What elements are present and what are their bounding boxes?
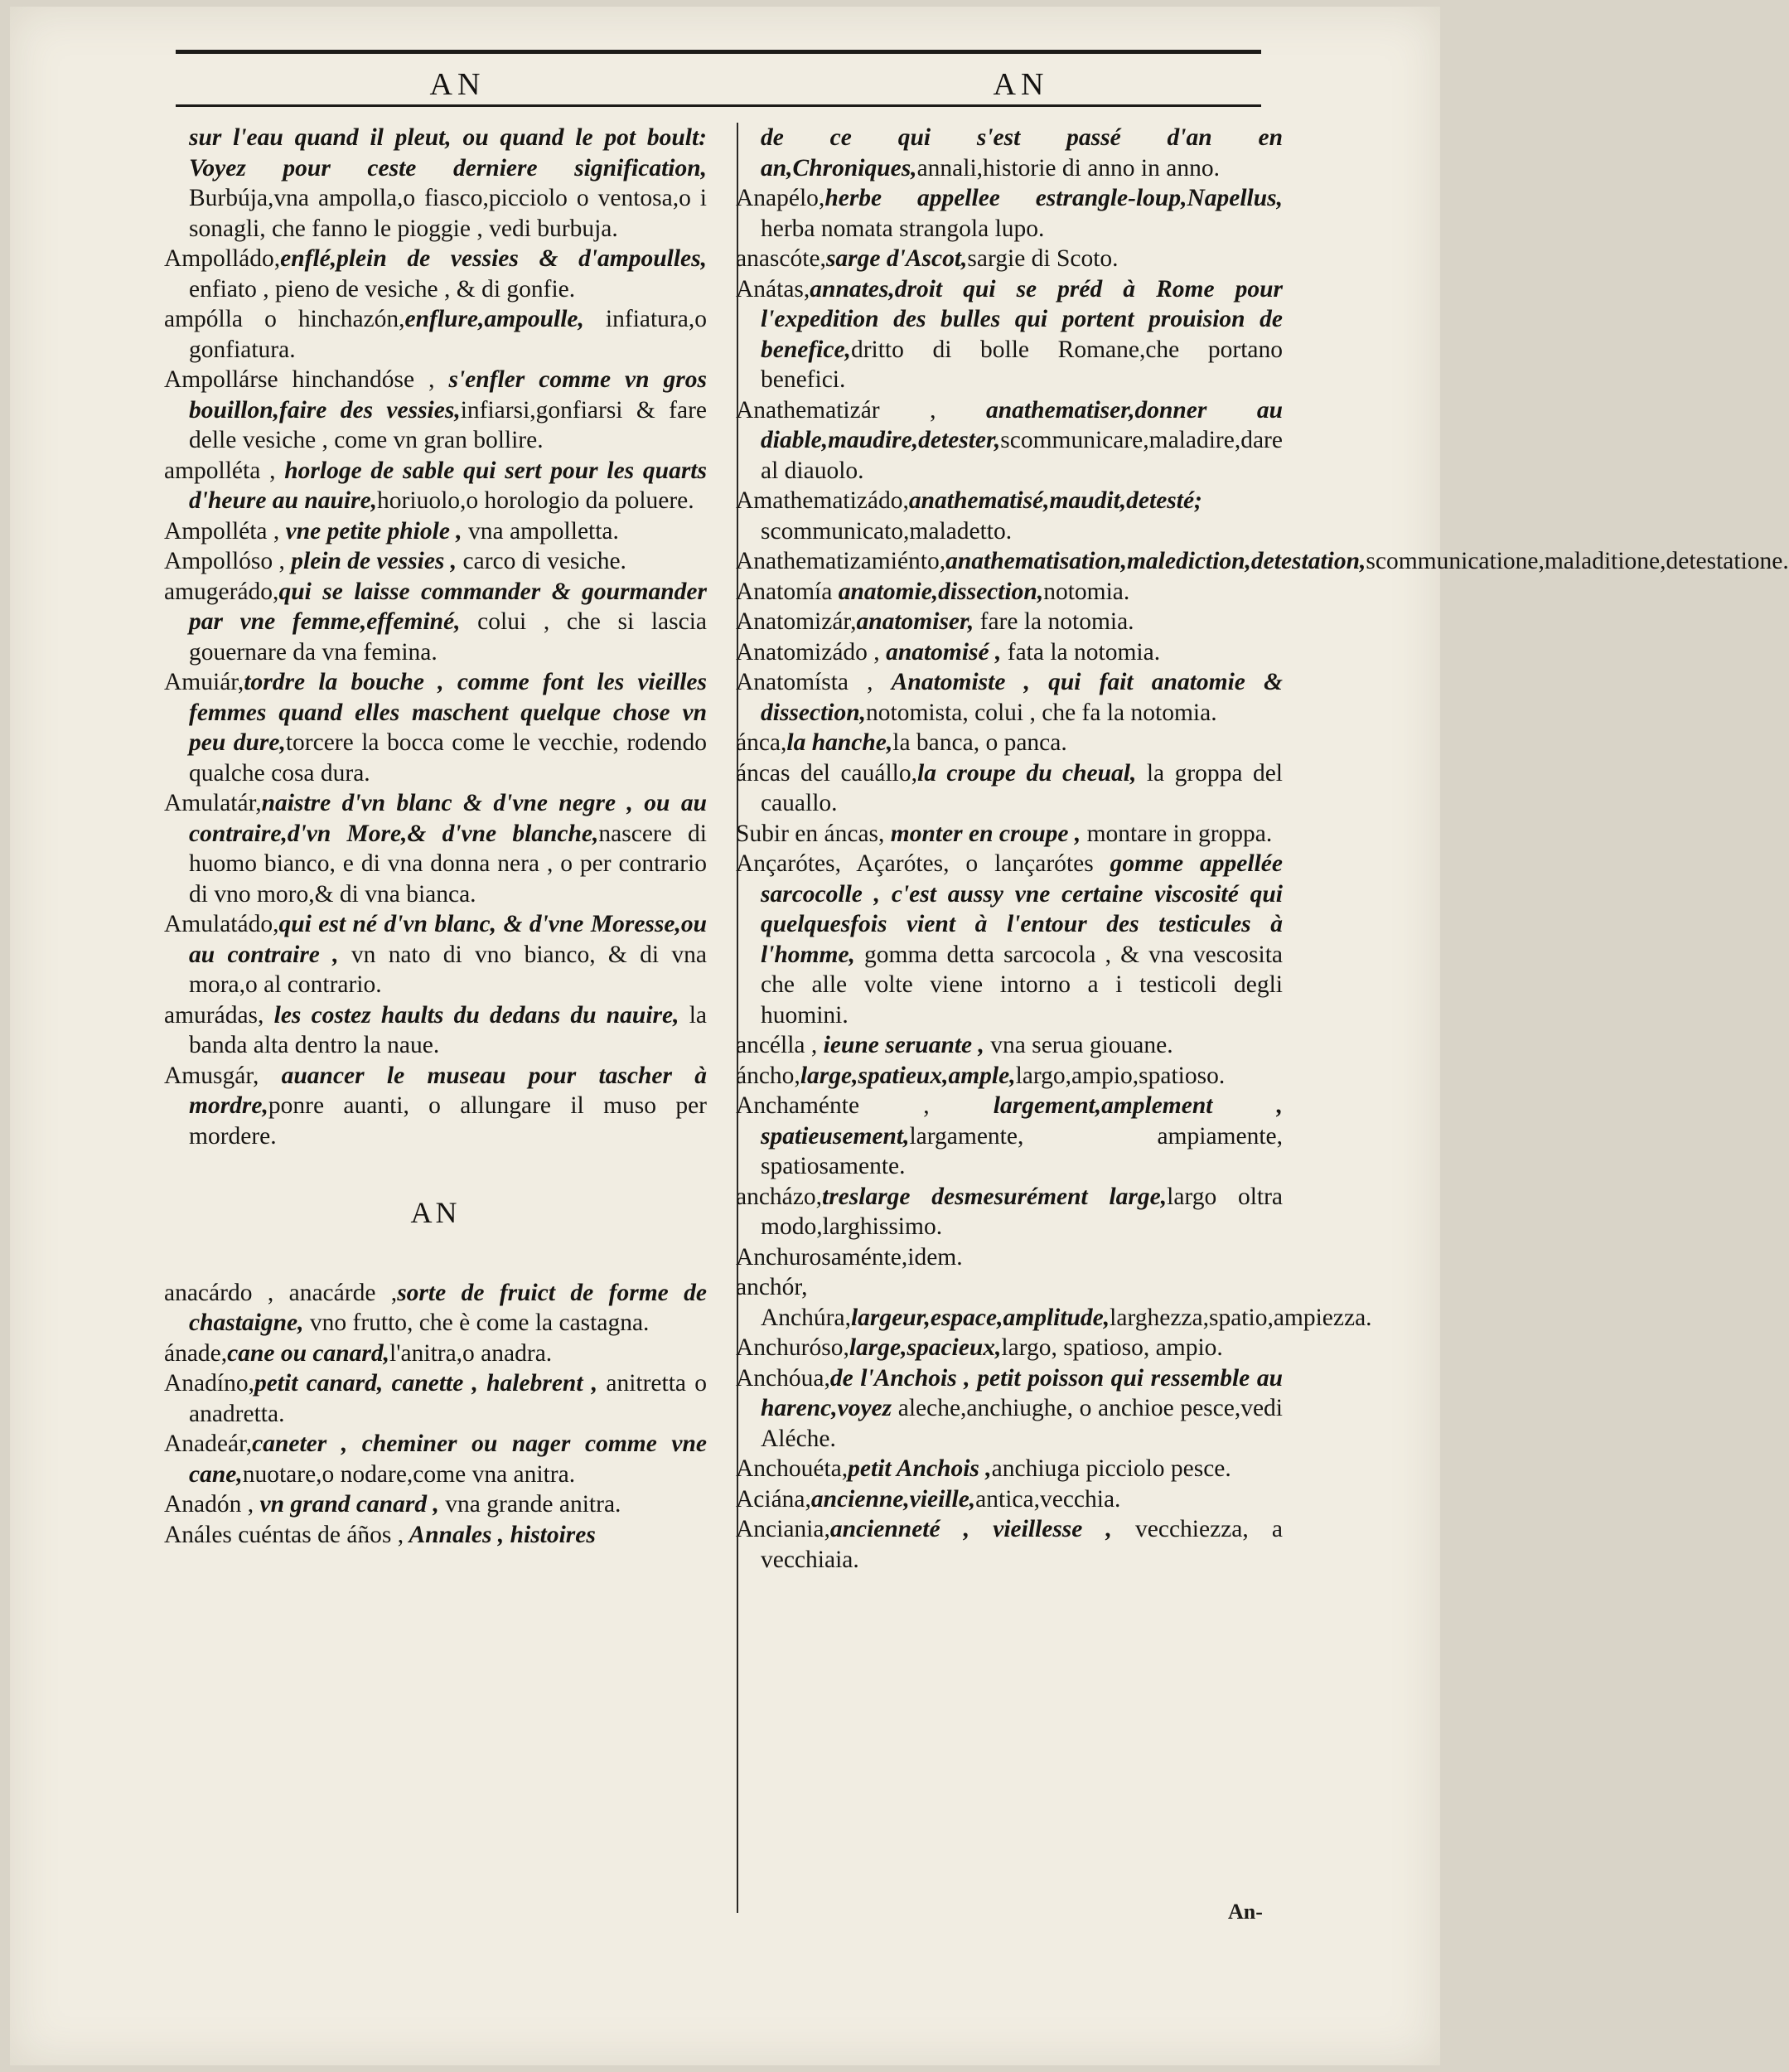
- entry-italian: notomia.: [1043, 578, 1130, 605]
- section-heading: AN: [410, 1196, 461, 1229]
- entry-italian: fare la notomia.: [974, 608, 1134, 635]
- dictionary-entry: [164, 1000, 707, 1061]
- running-head-right: AN: [993, 67, 1049, 102]
- entry-headword: Ampolléta ,: [164, 517, 280, 545]
- dictionary-entry: [736, 244, 1283, 274]
- entry-headword: Anatomizádo ,: [736, 638, 887, 666]
- entry-italian: sargie di Scoto.: [967, 245, 1119, 272]
- entry-italian: aleche,anchiughe, o anchioe pesce,vedi Aléche.: [761, 1395, 1283, 1452]
- entry-headword: Aciána,: [736, 1485, 811, 1513]
- dictionary-entry: [164, 1061, 707, 1152]
- entry-french: sarge d'Ascot,: [825, 245, 968, 272]
- entry-headword: Anatomizár,: [736, 608, 857, 635]
- left-entries-after: [164, 1278, 707, 1551]
- entry-italian: scommunicatione,maladitione,detestatione.: [1366, 548, 1789, 574]
- entry-headword: Anátas,: [736, 275, 810, 303]
- entry-headword: Anathematizamiénto,: [736, 548, 946, 574]
- entry-italian: infiarsi,gonfiarsi & fare delle vesiche , come vn gran bollire.: [189, 396, 707, 453]
- dictionary-entry: [164, 304, 707, 365]
- entry-italian: infiatura,o gonfiatura.: [189, 306, 707, 363]
- dictionary-entry: [164, 123, 707, 244]
- entry-headword: amurádas,: [164, 1001, 274, 1029]
- dictionary-entry: [736, 1454, 1283, 1484]
- dictionary-entry: [164, 1520, 707, 1551]
- entry-headword: Anapélo,: [736, 185, 825, 211]
- entry-headword: Anchaménte ,: [736, 1092, 994, 1119]
- entry-italian: horiuolo,o horologio da poluere.: [377, 487, 694, 514]
- entry-headword: Amuiár,: [164, 669, 244, 695]
- entry-italian: vna serua giouane.: [984, 1032, 1173, 1058]
- entry-italian: vna grande anitra.: [438, 1491, 621, 1518]
- dictionary-entry: [736, 1363, 1283, 1455]
- entry-french: monter en croupe ,: [890, 820, 1081, 847]
- dictionary-entry: [736, 637, 1283, 668]
- entry-italian: l'anitra,o anadra.: [389, 1339, 553, 1367]
- entry-headword: áncho,: [736, 1062, 800, 1089]
- entry-french: qui se laisse commander & gourmander par vne femme,effeminé,: [189, 578, 707, 635]
- dictionary-entry: [736, 1484, 1283, 1515]
- entry-italian: anitretta o anadretta.: [189, 1370, 707, 1427]
- entry-french: de l'Anchois , petit poisson qui ressemble au harenc,voyez: [761, 1364, 1283, 1421]
- entry-italian: largo, spatioso, ampio.: [1001, 1334, 1223, 1361]
- entry-italian: notomista, colui , che fa la notomia.: [866, 699, 1217, 726]
- entry-french: anathematisé,maudit,detesté;: [908, 487, 1202, 514]
- dictionary-entry: [736, 274, 1283, 395]
- entry-french: large,spacieux,: [849, 1334, 1002, 1361]
- dictionary-entry: [736, 758, 1283, 819]
- entry-french: ieune seruante ,: [823, 1032, 984, 1058]
- dictionary-entry: [164, 788, 707, 909]
- dictionary-entry: [736, 1182, 1283, 1242]
- entry-french: la croupe du cheual,: [917, 759, 1137, 787]
- entry-headword: ancélla ,: [736, 1032, 824, 1058]
- entry-headword: anchór, Anchúra,: [736, 1274, 851, 1331]
- dictionary-entry: [164, 365, 707, 456]
- dictionary-entry: [164, 1278, 707, 1339]
- entry-french: ancienneté , vieillesse ,: [829, 1516, 1112, 1542]
- entry-italian: vecchiezza, a vecchiaia.: [761, 1516, 1283, 1573]
- book-page: [10, 7, 1789, 2065]
- entry-french: Anatomiste , qui fait anatomie & dissection,: [761, 669, 1284, 726]
- entry-headword: ampólla o hinchazón,: [164, 306, 405, 332]
- entry-french: sur l'eau quand il pleut, ou quand le pot boult: Voyez pour ceste derniere signification,: [189, 124, 707, 182]
- dictionary-entry: [164, 667, 707, 788]
- entry-headword: Ampollárse hinchandóse ,: [164, 366, 435, 393]
- entry-italian: largo oltra modo,larghissimo.: [761, 1183, 1284, 1240]
- dictionary-entry: [736, 1061, 1283, 1092]
- entry-italian: ponre auanti, o allungare il muso per mordere.: [189, 1092, 707, 1150]
- entry-headword: Ampolládo,: [164, 245, 281, 272]
- entry-italian: torcere la bocca come le vecchie, rodendo qualche cosa dura.: [189, 729, 707, 787]
- dictionary-entry: [736, 819, 1283, 850]
- entry-french: sorte de fruict de forme de chastaigne,: [189, 1279, 707, 1336]
- entry-french: caneter , cheminer ou nager comme vne cane,: [189, 1431, 707, 1488]
- right-entries: [736, 123, 1789, 1575]
- dictionary-entry: [736, 1091, 1283, 1182]
- dictionary-entry: [736, 123, 1283, 183]
- entry-headword: Amulatádo,: [164, 911, 279, 937]
- entry-headword: Anadón ,: [164, 1491, 260, 1518]
- entry-italian: annali,historie di anno in anno.: [916, 154, 1220, 182]
- entry-headword: Ançarótes, Açarótes, o lançarótes: [736, 850, 1110, 877]
- entry-italian: nascere di huomo bianco, e di vna donna nera , o per contrario di vno moro,& di vna bianca.: [189, 820, 707, 908]
- dictionary-entry: [736, 849, 1283, 1030]
- entry-french: cane ou canard,: [227, 1339, 390, 1367]
- dictionary-entry: [736, 395, 1283, 487]
- entry-headword: ánca,: [736, 729, 787, 756]
- entry-italian: fata la notomia.: [1001, 638, 1161, 666]
- dictionary-entry: [164, 1429, 707, 1489]
- entry-headword: Anchurosaménte,idem.: [736, 1243, 963, 1271]
- entry-french: horloge de sable qui sert pour les quarts d'heure au nauire,: [189, 457, 707, 514]
- entry-italian: dritto di bolle Romane,che portano benefici.: [761, 336, 1283, 393]
- entry-italian: carco di vesiche.: [457, 548, 626, 574]
- entry-french: tordre la bouche , comme font les vieilles femmes quand elles maschent quelque chose vn peu dure,: [189, 669, 707, 756]
- entry-headword: Anathematizár ,: [736, 396, 986, 424]
- dictionary-entry: [736, 486, 1283, 546]
- entry-french: s'enfler comme vn gros bouillon,faire des vessies,: [189, 366, 708, 424]
- dictionary-entry: [736, 667, 1283, 728]
- entry-headword: ampolléta ,: [164, 457, 276, 484]
- entry-french: auancer le museau pour tascher à mordre,: [189, 1062, 707, 1119]
- entry-french: anatomiser,: [856, 608, 974, 635]
- entry-french: large,spatieux,ample,: [800, 1062, 1016, 1089]
- dictionary-entry: [736, 1333, 1283, 1363]
- entry-headword: Anciania,: [736, 1516, 830, 1542]
- entry-italian: Burbúja,vna ampolla,o fiasco,picciolo o ventosa,o i sonagli, che fanno le pioggie , vedi burbuja.: [189, 185, 707, 242]
- entry-french: naistre d'vn blanc & d'vne negre , ou au contraire,d'vn More,& d'vne blanche,: [189, 790, 707, 847]
- entry-headword: Subir en áncas,: [736, 820, 891, 847]
- entry-italian: anchiuga picciolo pesce.: [991, 1455, 1231, 1482]
- dictionary-entry: [736, 728, 1283, 758]
- entry-italian: largamente, ampiamente, spatiosamente.: [761, 1122, 1283, 1179]
- entry-french: enflure,ampoulle,: [404, 306, 584, 332]
- entry-french: herbe appellee estrangle-loup,Napellus,: [824, 185, 1283, 211]
- entry-headword: Ampollóso ,: [164, 548, 292, 574]
- catchword: An-: [1228, 1900, 1263, 1924]
- entry-headword: anascóte,: [736, 245, 826, 272]
- entry-italian: la banda alta dentro la naue.: [189, 1001, 707, 1058]
- entry-italian: antica,vecchia.: [975, 1485, 1121, 1513]
- entry-italian: larghezza,spatio,ampiezza.: [1110, 1304, 1372, 1331]
- entry-french: enflé,plein de vessies & d'ampoulles,: [280, 245, 707, 272]
- entry-french: vn grand canard ,: [259, 1491, 439, 1518]
- entry-headword: áncas del cauállo,: [736, 759, 918, 787]
- entry-headword: Anatomía: [736, 578, 839, 605]
- entry-headword: ánade,: [164, 1339, 228, 1367]
- dictionary-entry: [164, 456, 707, 516]
- dictionary-entry: [736, 607, 1283, 637]
- right-column: [736, 123, 1789, 1575]
- dictionary-entry: [164, 546, 707, 577]
- entry-italian: vna ampolletta.: [462, 517, 619, 545]
- dictionary-entry: [164, 1489, 707, 1520]
- dictionary-entry: [164, 909, 707, 1000]
- entry-french: petit Anchois ,: [848, 1455, 992, 1482]
- entry-headword: Amusgár,: [164, 1062, 282, 1089]
- entry-italian: scommunicato,maladetto.: [761, 517, 1013, 545]
- entry-italian: colui , che si lascia gouernare da vna femina.: [189, 608, 707, 666]
- dictionary-entry: [164, 577, 707, 668]
- dictionary-entry: [164, 244, 707, 304]
- entry-french: plein de vessies ,: [291, 548, 457, 574]
- dictionary-entry: [736, 577, 1283, 608]
- entry-headword: Anadíno,: [164, 1370, 254, 1397]
- entry-french: largeur,espace,amplitude,: [850, 1304, 1110, 1331]
- left-column: [164, 123, 707, 1550]
- dictionary-entry: [736, 1242, 1283, 1273]
- entry-french: les costez haults du dedans du nauire,: [273, 1001, 679, 1029]
- dictionary-entry: [736, 1514, 1283, 1575]
- entry-french: Annales , histoires: [404, 1521, 596, 1548]
- entry-italian: montare in groppa.: [1081, 820, 1273, 847]
- entry-italian: largo,ampio,spatioso.: [1015, 1062, 1226, 1089]
- dictionary-entry: [736, 546, 1789, 577]
- entry-french: vne petite phiole ,: [279, 517, 462, 545]
- entry-french: ancienne,vieille,: [810, 1485, 976, 1513]
- dictionary-entry: [736, 1030, 1283, 1061]
- running-head-left: AN: [429, 67, 486, 102]
- entry-headword: Análes cuéntas de áños ,: [164, 1521, 404, 1548]
- entry-headword: Anchuróso,: [736, 1334, 849, 1361]
- dictionary-entry: [164, 516, 707, 547]
- entry-italian: nuotare,o nodare,come vna anitra.: [242, 1460, 576, 1488]
- entry-french: gomme appellée sarcocolle , c'est aussy vne certaine viscosité qui quelquesfois vient à l'entour des testicules à l'homme,: [761, 850, 1283, 968]
- entry-headword: Anadeár,: [164, 1431, 253, 1457]
- entry-french: treslarge desmesurément large,: [822, 1183, 1168, 1210]
- entry-french: la hanche,: [786, 729, 893, 756]
- left-entries: [164, 123, 707, 1151]
- entry-headword: Anchóua,: [736, 1364, 830, 1392]
- dictionary-entry: [736, 1272, 1372, 1333]
- top-rule: [176, 50, 1261, 54]
- entry-french: anatomisé ,: [886, 638, 1002, 666]
- entry-italian: scommunicare,maladire,dare al diauolo.: [761, 427, 1283, 484]
- entry-headword: amugerádo,: [164, 578, 279, 605]
- entry-headword: Anchouéta,: [736, 1455, 849, 1482]
- header-rule: [176, 104, 1261, 107]
- entry-french: petit canard, canette , halebrent ,: [254, 1370, 598, 1397]
- entry-french: qui est né d'vn blanc, & d'vne Moresse,ou au contraire ,: [189, 911, 707, 968]
- entry-french: annates,droit qui se préd à Rome pour l'expedition des bulles qui portent prouision de benefice,: [761, 275, 1283, 363]
- entry-french: anathematiser,donner au diable,maudire,detester,: [761, 396, 1283, 453]
- entry-headword: Amulatár,: [164, 790, 262, 816]
- entry-french: anathematisation,malediction,detestation,: [945, 548, 1366, 574]
- entry-headword: ancházo,: [736, 1183, 822, 1210]
- entry-headword: Amathematizádo,: [736, 487, 909, 514]
- entry-italian: vno frutto, che è come la castagna.: [303, 1310, 650, 1336]
- entry-headword: anacárdo , anacárde ,: [164, 1279, 398, 1306]
- entry-italian: vn nato di vno bianco, & di vna mora,o al contrario.: [189, 941, 707, 998]
- entry-french: largement,amplement , spatieusement,: [761, 1092, 1283, 1150]
- entry-italian: la groppa del cauallo.: [761, 759, 1284, 816]
- entry-italian: la banca, o panca.: [892, 729, 1067, 756]
- entry-french: de ce qui s'est passé d'an en an,Chroniques,: [761, 124, 1283, 182]
- entry-italian: enfiato , pieno de vesiche , & di gonfie.: [189, 275, 576, 303]
- entry-headword: Anatomísta ,: [736, 669, 892, 695]
- entry-french: anatomie,dissection,: [838, 578, 1044, 605]
- dictionary-entry: [164, 1339, 707, 1369]
- dictionary-entry: [164, 1368, 707, 1429]
- entry-italian: herba nomata strangola lupo.: [761, 215, 1045, 242]
- entry-italian: gomma detta sarcocola , & vna vescosita che alle volte viene intorno a i testicoli degli huomini.: [761, 941, 1283, 1029]
- dictionary-entry: [736, 183, 1283, 244]
